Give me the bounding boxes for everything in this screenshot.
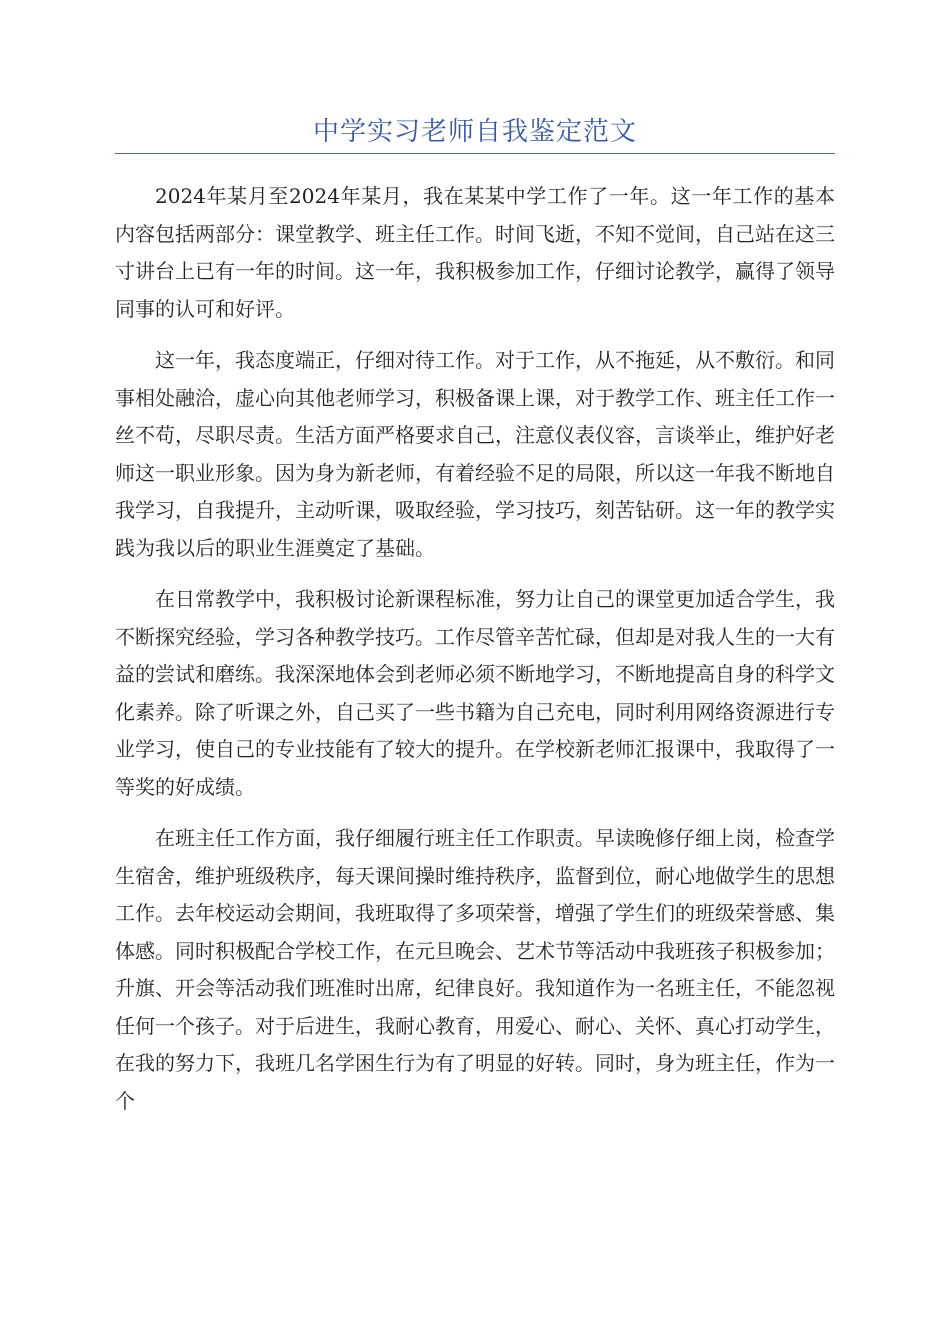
paragraph-3: 在日常教学中，我积极讨论新课程标准，努力让自己的课堂更加适合学生，我不断探究经验，学习各种教学技巧。工作尽管辛苦忙碌，但却是对我人生的一大有益的尝试和磨练。我深深地体会到老师必须不断地学习，不断地提高自身的科学文化素养。除了听课之外，自己买了一些书籍为自己充电，同时利用网络资源进行专业学习，使自己的专业技能有了较大的提升。在学校新老师汇报课中，我取得了一等奖的好成绩。	[115, 587, 835, 799]
paragraph-1: 2024年某月至2024年某月，我在某某中学工作了一年。这一年工作的基本内容包括两部分：课堂教学、班主任工作。时间飞逝，不知不觉间，自己站在这三寸讲台上已有一年的时间。这一年，我积极参加工作，仔细讨论教学，赢得了领导同事的认可和好评。	[115, 184, 835, 321]
title-underline	[115, 153, 835, 154]
document-title: 中学实习老师自我鉴定范文	[312, 117, 637, 147]
paragraph-4: 在班主任工作方面，我仔细履行班主任工作职责。早读晚修仔细上岗，检查学生宿舍，维护班级秩序，每天课间操时维持秩序，监督到位，耐心地做学生的思想工作。去年校运动会期间，我班取得了多项荣誉，增强了学生们的班级荣誉感、集体感。同时积极配合学校工作，在元旦晚会、艺术节等活动中我班孩子积极参加；升旗、开会等活动我们班准时出席，纪律良好。我知道作为一名班主任，不能忽视任何一个孩子。对于后进生，我耐心教育，用爱心、耐心、关怀、真心打动学生，在我的努力下，我班几名学困生行为有了明显的好转。同时，身为班主任，作为一个	[115, 826, 835, 1113]
document-body	[115, 178, 835, 1134]
paragraph-2: 这一年，我态度端正，仔细对待工作。对于工作，从不拖延，从不敷衍。和同事相处融洽，虚心向其他老师学习，积极备课上课，对于教学工作、班主任工作一丝不苟，尽职尽责。生活方面严格要求自己，注意仪表仪容，言谈举止，维护好老师这一职业形象。因为身为新老师，有着经验不足的局限，所以这一年我不断地自我学习，自我提升，主动听课，吸取经验，学习技巧，刻苦钻研。这一年的教学实践为我以后的职业生涯奠定了基础。	[115, 348, 835, 560]
